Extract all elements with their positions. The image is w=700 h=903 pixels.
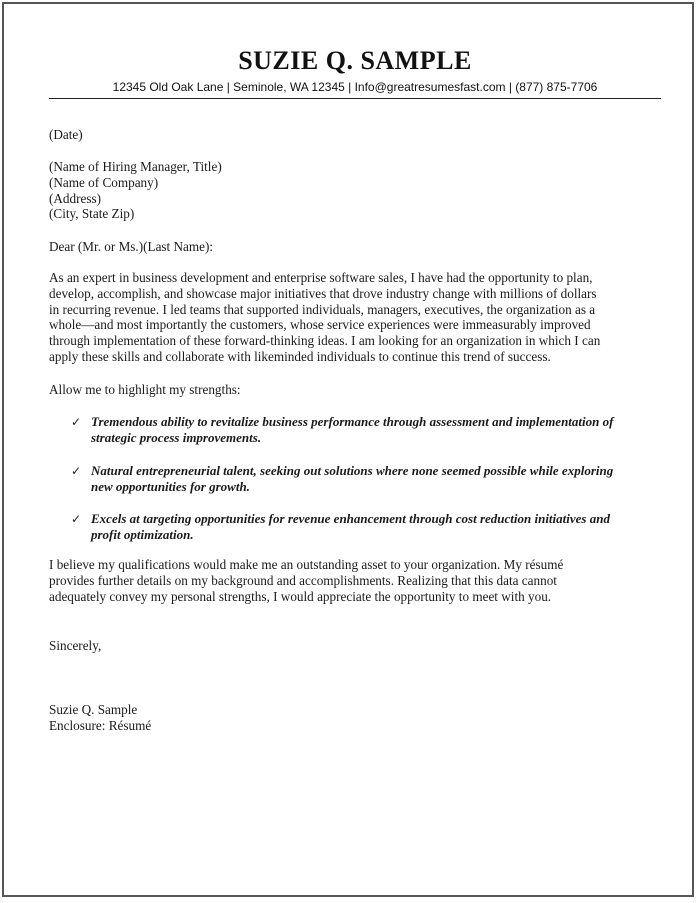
intro-paragraph bbox=[49, 270, 600, 365]
strength-line: profit optimization. bbox=[91, 527, 194, 542]
recipient-line: (Name of Company) bbox=[49, 174, 159, 190]
checkmark-icon: ✓ bbox=[71, 415, 82, 429]
paragraph-line: in recurring revenue. I led teams that supported individuals, managers, executives, the organization as a bbox=[49, 301, 596, 317]
header-divider bbox=[49, 98, 661, 99]
document-frame bbox=[2, 2, 694, 897]
paragraph-line: As an expert in business development and enterprise software sales, I have had the opportunity to plan, bbox=[49, 270, 593, 285]
signature-name: Suzie Q. Sample bbox=[49, 702, 138, 717]
strength-line: Tremendous ability to revitalize business performance through assessment and implementation of bbox=[91, 414, 614, 429]
paragraph-line: I believe my qualifications would make me an outstanding asset to your organization. My résumé bbox=[49, 557, 564, 572]
recipient-line: (Name of Hiring Manager, Title) bbox=[49, 159, 222, 174]
sign-off: Sincerely, bbox=[49, 638, 102, 653]
date-line: (Date) bbox=[49, 127, 83, 142]
strength-line: Excels at targeting opportunities for revenue enhancement through cost reduction initiatives and bbox=[91, 511, 610, 526]
paragraph-line: provides further details on my background and accomplishments. Realizing that this data cannot bbox=[49, 572, 557, 588]
salutation: Dear (Mr. or Ms.)(Last Name): bbox=[49, 239, 214, 254]
checkmark-icon: ✓ bbox=[71, 512, 82, 526]
strength-line: strategic process improvements. bbox=[91, 430, 262, 445]
paragraph-line: whole—and most importantly the customers, whose service experiences were immeasurably improved bbox=[49, 317, 591, 333]
contact-line: 12345 Old Oak Lane | Seminole, WA 12345 | Info@greatresumesfast.com | (877) 875-7706 bbox=[112, 80, 598, 94]
strength-line: Natural entrepreneurial talent, seeking out solutions where none seemed possible while exploring bbox=[91, 463, 614, 478]
recipient-line: (Address) bbox=[49, 190, 102, 206]
paragraph-line: adequately convey my personal strengths, I would appreciate the opportunity to meet with you. bbox=[49, 588, 552, 604]
recipient-block bbox=[49, 159, 222, 222]
applicant-name: SUZIE Q. SAMPLE bbox=[238, 46, 472, 75]
closing-paragraph bbox=[49, 557, 563, 604]
strength-line: new opportunities for growth. bbox=[91, 479, 250, 494]
recipient-line: (City, State Zip) bbox=[49, 206, 135, 222]
strengths-intro: Allow me to highlight my strengths: bbox=[49, 382, 241, 397]
paragraph-line: apply these skills and collaborate with likeminded individuals to continue this trend of success. bbox=[49, 348, 551, 364]
paragraph-line: develop, accomplish, and showcase major initiatives that drove industry change with millions of dollars bbox=[49, 285, 597, 301]
paragraph-line: through implementation of these forward-thinking ideas. I am looking for an organization in which I can bbox=[49, 333, 601, 349]
enclosure-line: Enclosure: Résumé bbox=[49, 718, 152, 733]
checkmark-icon: ✓ bbox=[71, 464, 82, 478]
